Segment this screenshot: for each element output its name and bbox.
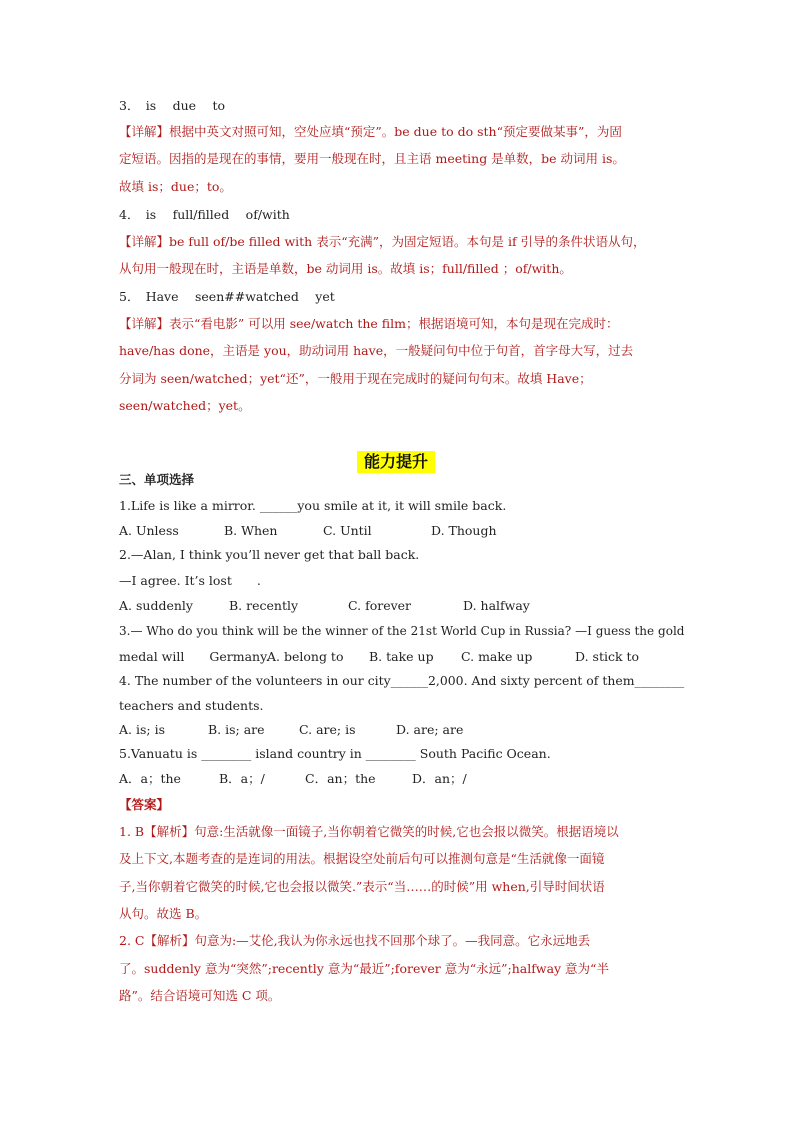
answer-header: 【答案】 <box>119 797 170 812</box>
q3-option-c: C. make up <box>461 649 533 664</box>
explanation-1-line-2: 及上下文,本题考查的是连词的用法。根据设空处前后句可以推测句意是“生活就像一面镜 <box>119 851 605 866</box>
q4-option-a: A. is; is <box>119 722 165 737</box>
q3-option-a: A. belong to <box>267 649 344 664</box>
q4-option-b: B. is; are <box>208 722 265 737</box>
q2-option-a: A. suddenly <box>119 598 193 613</box>
explanation-2-line-1: 2. C【解析】句意为:—艾伦,我认为你永远也找不回那个球了。—我同意。它永远地丢 <box>119 933 591 948</box>
q2-option-b: B. recently <box>229 598 299 613</box>
detail-3-line-1: 【详解】根据中英文对照可知，空处应填“预定”。be due to do sth“预定要做某事”，为固 <box>119 124 622 139</box>
q1-option-b: B. When <box>224 523 278 538</box>
q2-option-d: D. halfway <box>463 598 530 613</box>
explanation-1-line-1: 1. B【解析】句意:生活就像一面镜子,当你朝着它微笑的时候,它也会报以微笑。根据语境以 <box>119 824 619 839</box>
question-3-stem: 3.— Who do you think will be the winner of the 21st World Cup in Russia? —I guess the gold <box>119 623 685 638</box>
q5-option-c: C．an；the <box>305 771 376 786</box>
explanation-1-line-4: 从句。故选 B。 <box>119 906 208 921</box>
q3-stem-tail: medal will Germany. <box>119 649 270 664</box>
q2-option-c: C. forever <box>348 598 412 613</box>
question-2-stem-1: 2.—Alan, I think you’ll never get that ball back. <box>119 547 420 562</box>
question-1-stem: 1.Life is like a mirror. ______you smile at it, it will smile back. <box>119 498 507 513</box>
question-4-stem-2: teachers and students. <box>119 698 264 713</box>
q1-option-c: C. Until <box>323 523 372 538</box>
q4-option-c: C. are; is <box>299 722 356 737</box>
question-4-stem-1: 4. The number of the volunteers in our city______2,000. And sixty percent of them________ <box>119 673 685 688</box>
question-5-stem: 5.Vanuatu is ________ island country in ________ South Pacific Ocean. <box>119 746 551 761</box>
q5-option-a: A．a；the <box>119 771 181 786</box>
explanation-2-line-2: 了。suddenly 意为“突然”;recently 意为“最近”;forever 意为“永远”;halfway 意为“半 <box>119 961 609 976</box>
q1-option-d: D. Though <box>431 523 497 538</box>
explanation-1-line-3: 子,当你朝着它微笑的时候,它也会报以微笑.”表示“当……的时候”用 when,引导时间状语 <box>119 879 605 894</box>
section-title: 能力提升 <box>357 451 435 473</box>
q3-option-b: B. take up <box>369 649 434 664</box>
question-2-stem-2: —I agree. It’s lost . <box>119 573 261 588</box>
answer-5: 5． Have seen##watched yet <box>119 289 335 304</box>
detail-5-line-3: 分词为 seen/watched；yet“还”，一般用于现在完成时的疑问句句末。故填 Have； <box>119 371 592 386</box>
q4-option-d: D. are; are <box>396 722 464 737</box>
detail-4-line-1: 【详解】be full of/be filled with 表示“充满”，为固定短语。本句是 if 引导的条件状语从句， <box>119 234 646 249</box>
detail-3-line-3: 故填 is；due；to。 <box>119 179 232 194</box>
detail-5-line-1: 【详解】表示“看电影” 可以用 see/watch the film；根据语境可知，本句是现在完成时： <box>119 316 619 331</box>
detail-5-line-4: seen/watched；yet。 <box>119 398 251 413</box>
detail-4-line-2: 从句用一般现在时，主语是单数，be 动词用 is。故填 is；full/filled ；of/with。 <box>119 261 572 276</box>
q5-option-d: D．an；/ <box>412 771 467 786</box>
q5-option-b: B．a；/ <box>219 771 265 786</box>
subsection-title: 三、单项选择 <box>119 472 195 487</box>
answer-3: 3． is due to <box>119 98 226 113</box>
detail-3-line-2: 定短语。因指的是现在的事情，要用一般现在时，且主语 meeting 是单数，be 动词用 is。 <box>119 151 625 166</box>
answer-4: 4． is full/filled of/with <box>119 207 290 222</box>
q1-option-a: A. Unless <box>119 523 179 538</box>
q3-option-d: D. stick to <box>575 649 640 664</box>
detail-5-line-2: have/has done，主语是 you，助动词用 have，一般疑问句中位于句首，首字母大写，过去 <box>119 343 634 358</box>
explanation-2-line-3: 路”。结合语境可知选 C 项。 <box>119 988 281 1003</box>
